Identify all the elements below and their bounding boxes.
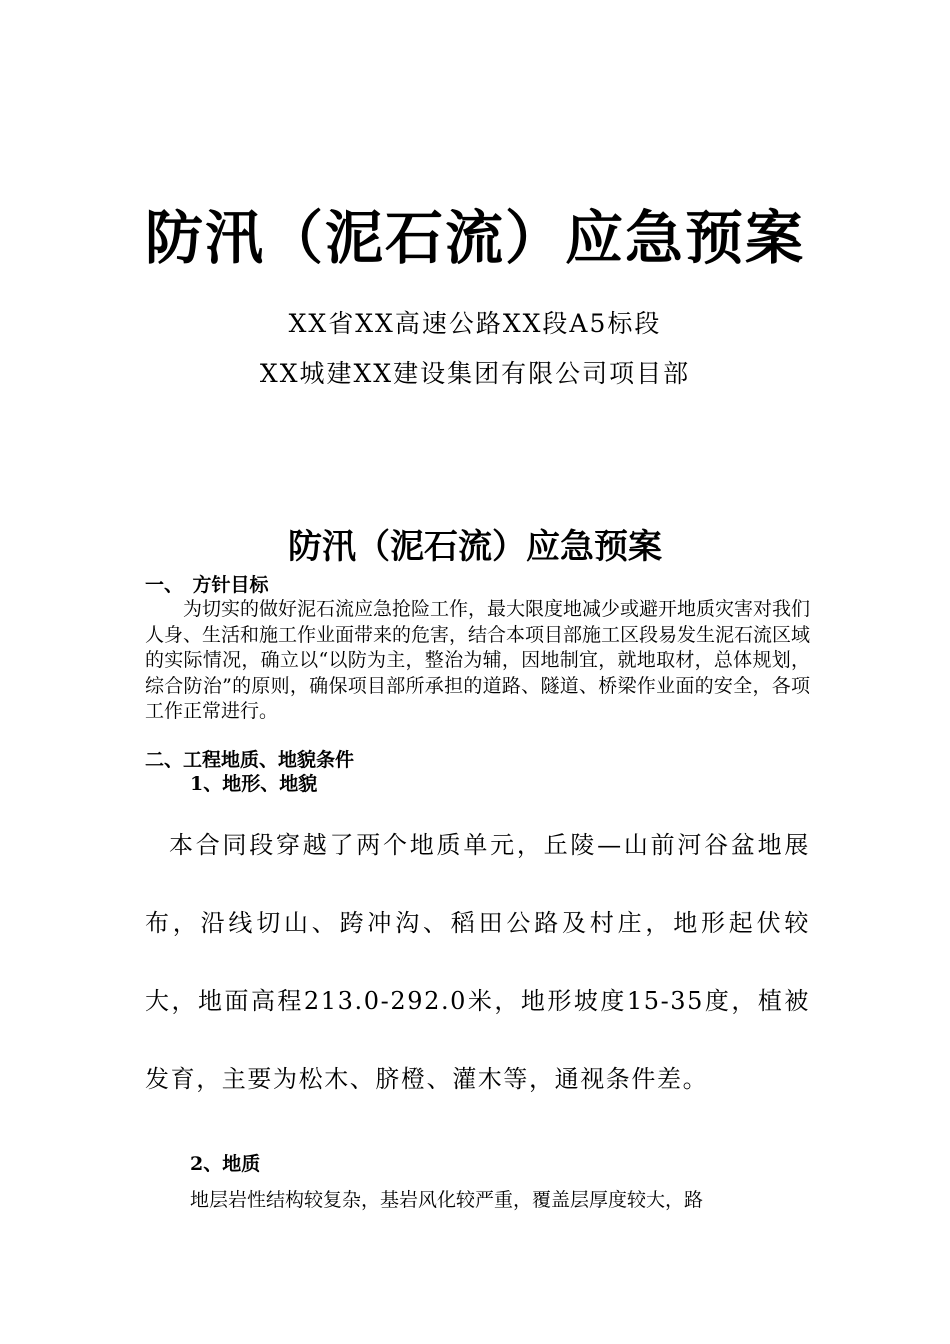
paragraph-terrain: 本合同段穿越了两个地质单元，丘陵—山前河谷盆地展布，沿线切山、跨冲沟、稻田公路及村庄，地形起伏较大，地面高程213.0-292.0米，地形坡度15-35度，植被发育，主要为松木、脐橙、灌木等，通视条件差。 bbox=[145, 831, 810, 1093]
paragraph-geology: 地层岩性结构较复杂，基岩风化较严重，覆盖层厚度较大，路 bbox=[190, 1189, 704, 1211]
paragraph-policy-goals: 为切实的做好泥石流应急抢险工作，最大限度地减少或避开地质灾害对我们人身、生活和施工作业面带来的危害，结合本项目部施工区段易发生泥石流区域的实际情况，确立以“以防为主，整治为辅，因地制宜，就地取材，总体规划，综合防治”的原则，确保项目部所承担的道路、隧道、桥梁作业面的安全，各项工作正常进行。 bbox=[145, 598, 811, 723]
cover-title: 防汛（泥石流）应急预案 bbox=[144, 204, 805, 272]
subheading-geology: 2、地质 bbox=[190, 1153, 261, 1175]
heading-policy-goals: 一、 方针目标 bbox=[145, 574, 269, 596]
section-title: 防汛（泥石流）应急预案 bbox=[288, 527, 662, 567]
cover-subtitle-company: XX城建XX建设集团有限公司项目部 bbox=[259, 359, 691, 388]
cover-subtitle-section: XX省XX高速公路XX段A5标段 bbox=[288, 309, 662, 338]
subheading-terrain: 1、地形、地貌 bbox=[190, 773, 318, 795]
heading-geology-conditions: 二、工程地质、地貌条件 bbox=[145, 749, 355, 771]
